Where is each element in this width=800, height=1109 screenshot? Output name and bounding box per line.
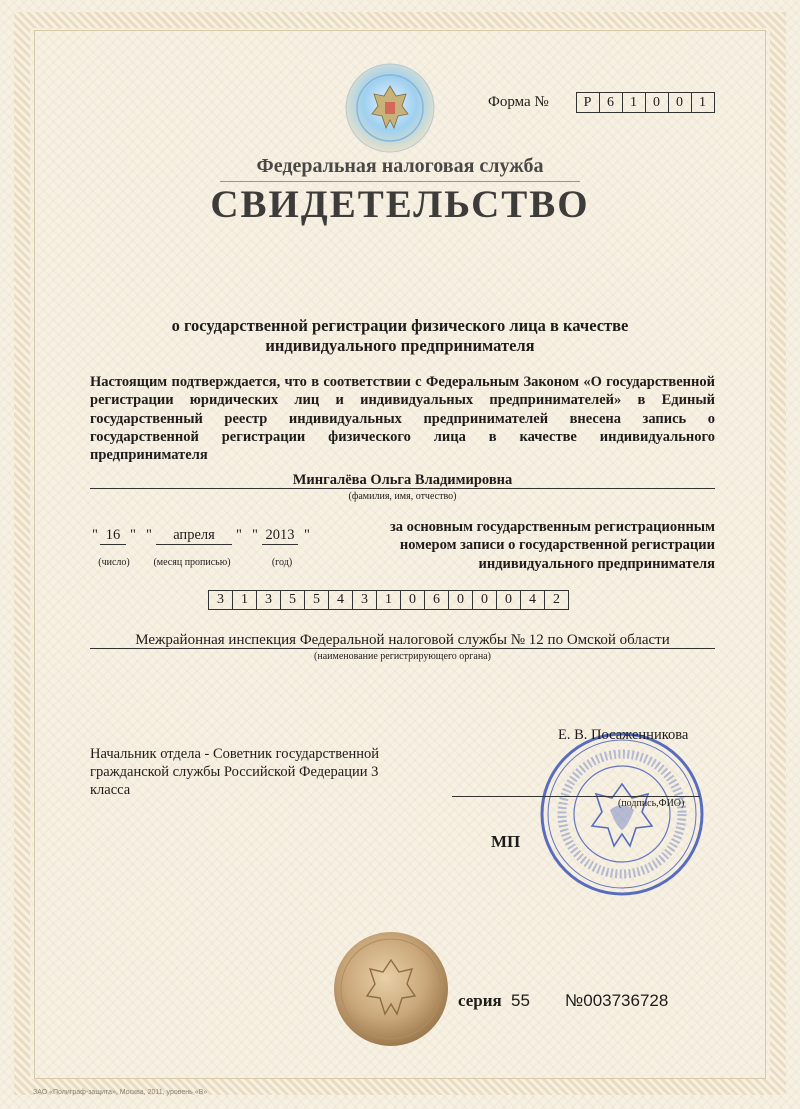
regno-digit: 1 bbox=[376, 590, 401, 610]
form-code-char: 6 bbox=[599, 92, 623, 113]
gold-seal-icon bbox=[332, 930, 450, 1048]
document-title: СВИДЕТЕЛЬСТВО bbox=[210, 183, 590, 226]
date-quote-open: " bbox=[252, 527, 258, 543]
signature-line bbox=[452, 796, 700, 797]
agency-name: Федеральная налоговая служба bbox=[256, 155, 544, 177]
signer-position: Начальник отдела - Советник государственной гражданской службы Российской Федерации 3 класса bbox=[90, 746, 379, 798]
regno-digit: 3 bbox=[208, 590, 233, 610]
form-label: Форма № bbox=[488, 94, 549, 110]
name-caption: (фамилия, имя, отчество) bbox=[348, 491, 457, 502]
office-caption: (наименование регистрирующего органа) bbox=[314, 651, 491, 662]
office-underline bbox=[90, 648, 715, 649]
regno-digit: 3 bbox=[256, 590, 281, 610]
name-underline bbox=[90, 488, 715, 489]
blank-number: №003736728 bbox=[565, 991, 669, 1010]
signer-name: Е. В. Посаженникова bbox=[558, 727, 689, 743]
regno-digit: 4 bbox=[520, 590, 545, 610]
regno-digit: 3 bbox=[352, 590, 377, 610]
regno-digit: 2 bbox=[544, 590, 569, 610]
date-year: 2013 bbox=[262, 527, 298, 545]
hologram-emblem-icon bbox=[344, 62, 436, 154]
series-value: 55 bbox=[511, 991, 530, 1010]
regno-digit: 4 bbox=[328, 590, 353, 610]
printer-note: ЗАО «Полиграф-защита», Москва, 2011, уровень «В» bbox=[33, 1089, 208, 1096]
regno-digit: 0 bbox=[496, 590, 521, 610]
date-quote-close: " bbox=[236, 527, 242, 543]
day-caption: (число) bbox=[98, 557, 130, 568]
form-code-char: 0 bbox=[668, 92, 692, 113]
registration-number bbox=[208, 590, 568, 610]
registering-office: Межрайонная инспекция Федеральной налоговой службы № 12 по Омской области bbox=[135, 632, 670, 648]
year-caption: (год) bbox=[271, 557, 293, 568]
confirmation-text: Настоящим подтверждается, что в соответствии с Федеральным Законом «О государственной регистрации юридических лиц и индивидуальных предпринимателей» в Единый государственный реестр индивидуальных предпринимателей внесена запись о государственной регистрации физического лица в качестве индивидуального предпринимателя bbox=[90, 374, 715, 464]
form-code-char: 0 bbox=[645, 92, 669, 113]
regno-digit: 0 bbox=[400, 590, 425, 610]
regno-digit: 0 bbox=[448, 590, 473, 610]
person-name: Мингалёва Ольга Владимировна bbox=[292, 472, 513, 488]
regno-digit: 0 bbox=[472, 590, 497, 610]
month-caption: (месяц прописью) bbox=[153, 557, 231, 568]
date-quote-open: " bbox=[146, 527, 152, 543]
date-quote-open: " bbox=[92, 527, 98, 543]
regno-digit: 1 bbox=[232, 590, 257, 610]
regno-digit: 5 bbox=[280, 590, 305, 610]
date-quote-close: " bbox=[304, 527, 310, 543]
form-code-char: 1 bbox=[691, 92, 715, 113]
official-stamp-icon bbox=[538, 730, 706, 898]
registration-text: за основным государственным регистрационным номером записи о государственной регистрации индивидуального предпринимателя bbox=[389, 519, 715, 572]
series-label: серия bbox=[458, 991, 502, 1010]
date-quote-close: " bbox=[130, 527, 136, 543]
form-code bbox=[576, 92, 714, 113]
document-subtitle: о государственной регистрации физического лица в качестве индивидуального предпринимателя bbox=[171, 316, 629, 355]
date-day: 16 bbox=[100, 527, 126, 545]
signature-caption: (подпись,ФИО) bbox=[618, 798, 685, 809]
regno-digit: 5 bbox=[304, 590, 329, 610]
regno-digit: 6 bbox=[424, 590, 449, 610]
form-code-char: 1 bbox=[622, 92, 646, 113]
form-code-char: Р bbox=[576, 92, 600, 113]
date-month: апреля bbox=[156, 527, 232, 545]
seal-place-label: МП bbox=[491, 832, 521, 851]
